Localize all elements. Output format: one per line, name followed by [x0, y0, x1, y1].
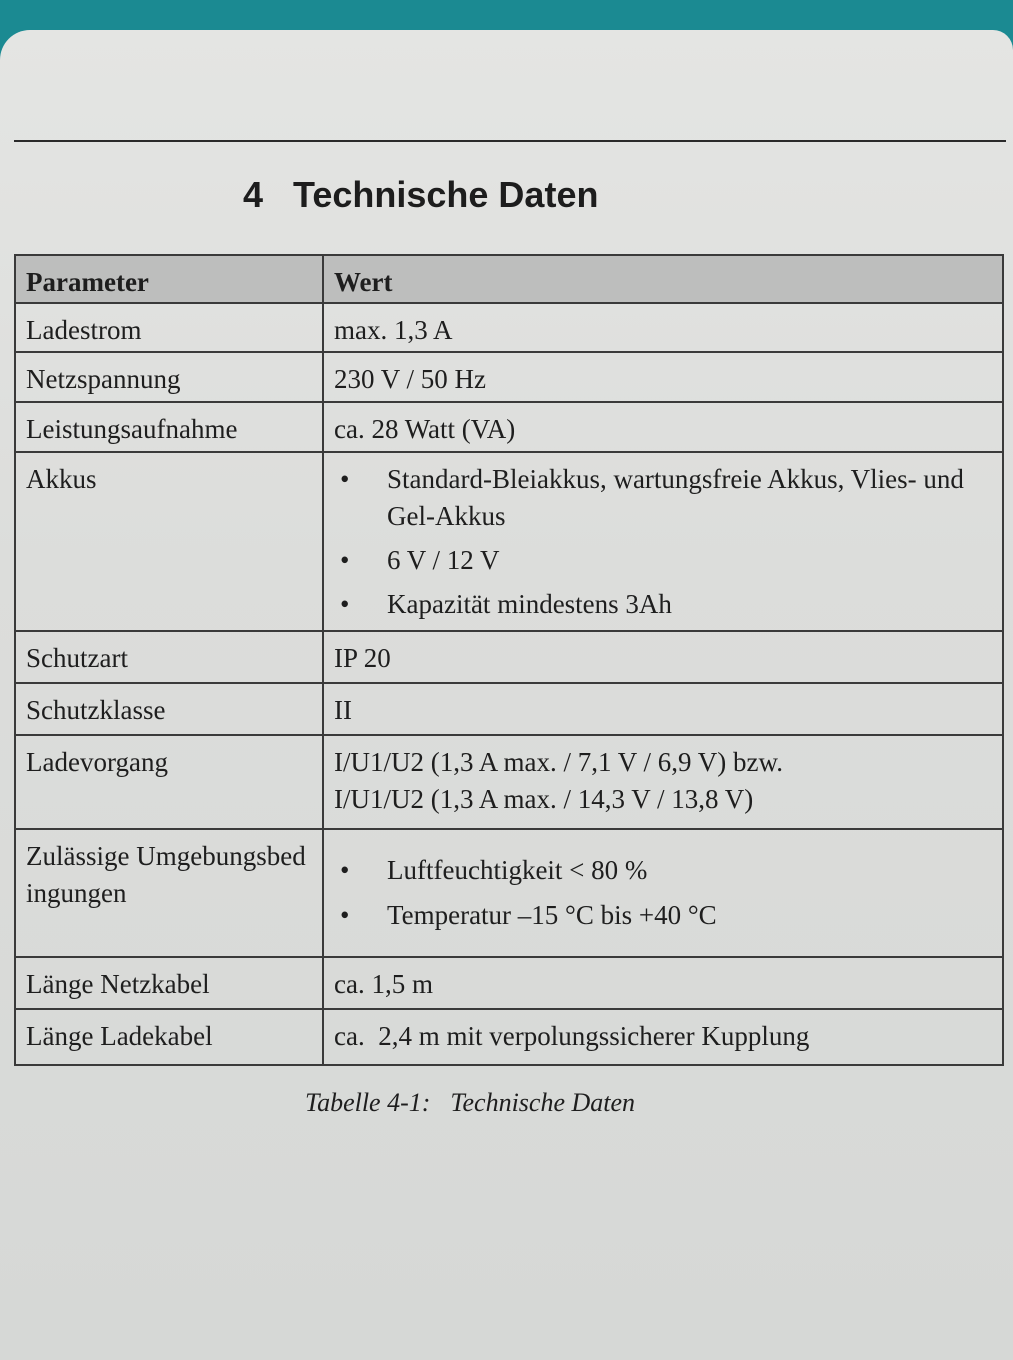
value-line: I/U1/U2 (1,3 A max. / 7,1 V / 6,9 V) bzw.	[334, 747, 783, 777]
section-number: 4	[243, 174, 264, 215]
list-item: • Luftfeuchtigkeit < 80 %	[334, 852, 992, 889]
value-cell: IP 20	[323, 631, 1003, 683]
table-row	[15, 452, 1003, 631]
param-cell: Schutzart	[15, 631, 323, 683]
list-item: • 6 V / 12 V	[334, 542, 992, 579]
table-row	[15, 303, 1003, 352]
table-row	[15, 829, 1003, 957]
value-cell: ca. 2,4 m mit verpolungssicherer Kupplung	[323, 1009, 1003, 1065]
value-cell	[323, 452, 1003, 631]
param-cell: Leistungsaufnahme	[15, 402, 323, 452]
param-cell: Zulässige Umgebungsbedingungen	[15, 829, 323, 957]
section-title-text: Technische Daten	[293, 174, 599, 215]
header-rule	[14, 140, 1006, 142]
header-value: Wert	[323, 255, 1003, 303]
table-header-row	[15, 255, 1003, 303]
param-cell: Ladestrom	[15, 303, 323, 352]
list-item: • Kapazität mindestens 3Ah	[334, 586, 992, 623]
param-cell: Akkus	[15, 452, 323, 631]
param-cell: Ladevorgang	[15, 735, 323, 829]
list-item: • Temperatur –15 °C bis +40 °C	[334, 897, 992, 934]
value-line: I/U1/U2 (1,3 A max. / 14,3 V / 13,8 V)	[334, 784, 754, 814]
technical-data-table	[14, 254, 1004, 1066]
param-cell: Länge Netzkabel	[15, 957, 323, 1009]
caption-text: Technische Daten	[450, 1088, 636, 1117]
value-cell	[323, 829, 1003, 957]
param-cell: Netzspannung	[15, 352, 323, 402]
table-row	[15, 683, 1003, 735]
value-cell: 230 V / 50 Hz	[323, 352, 1003, 402]
table-row	[15, 402, 1003, 452]
table-row	[15, 735, 1003, 829]
param-cell: Länge Ladekabel	[15, 1009, 323, 1065]
value-cell: ca. 1,5 m	[323, 957, 1003, 1009]
caption-label: Tabelle 4-1:	[305, 1088, 431, 1117]
table-row	[15, 631, 1003, 683]
table-row	[15, 957, 1003, 1009]
section-title	[243, 174, 598, 216]
value-cell: max. 1,3 A	[323, 303, 1003, 352]
table-caption	[305, 1088, 655, 1118]
value-cell: II	[323, 683, 1003, 735]
value-cell: ca. 28 Watt (VA)	[323, 402, 1003, 452]
header-parameter: Parameter	[15, 255, 323, 303]
table-row	[15, 1009, 1003, 1065]
list-item: • Standard-Bleiakkus, wartungsfreie Akkus, Vlies- und Gel-Akkus	[334, 461, 992, 535]
value-cell	[323, 735, 1003, 829]
table-row	[15, 352, 1003, 402]
param-cell: Schutzklasse	[15, 683, 323, 735]
